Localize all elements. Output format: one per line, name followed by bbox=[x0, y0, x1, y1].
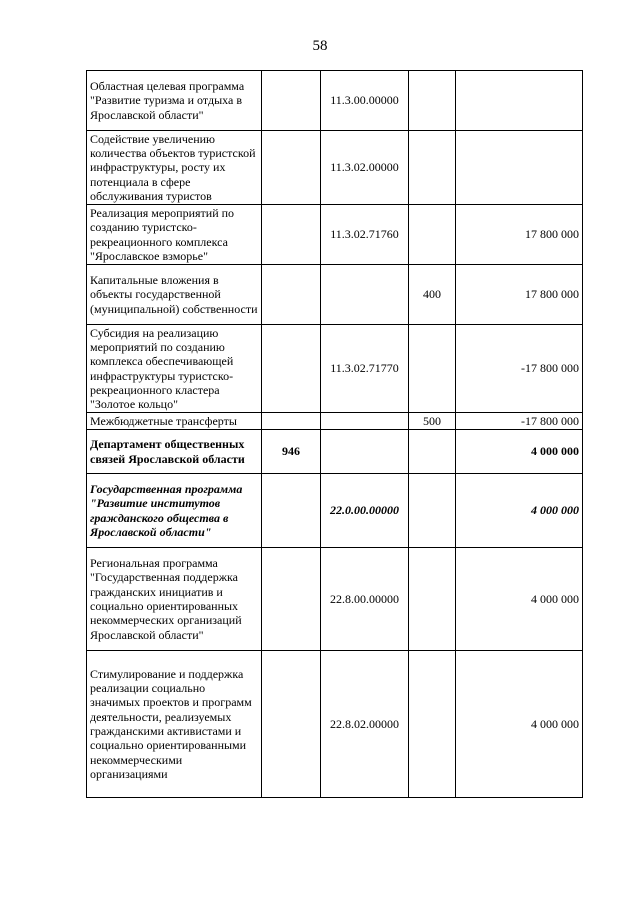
table-row bbox=[87, 548, 583, 651]
row-amount-cell: 17 800 000 bbox=[456, 265, 583, 325]
row-expense-type-cell bbox=[409, 430, 456, 474]
row-name-cell: Региональная программа "Государственная поддержка гражданских инициатив и социально ориентированных некоммерческих организаций Ярославской области" bbox=[87, 548, 262, 651]
row-target-article-cell: 22.0.00.00000 bbox=[321, 474, 409, 548]
row-target-article-cell bbox=[321, 413, 409, 430]
row-expense-type-cell bbox=[409, 325, 456, 413]
table-row bbox=[87, 430, 583, 474]
table-row bbox=[87, 325, 583, 413]
row-department-code-cell bbox=[262, 205, 321, 265]
row-amount-cell: 17 800 000 bbox=[456, 205, 583, 265]
row-name-cell: Областная целевая программа "Развитие туризма и отдыха в Ярославской области" bbox=[87, 71, 262, 131]
row-amount-cell: 4 000 000 bbox=[456, 548, 583, 651]
row-department-code-cell bbox=[262, 413, 321, 430]
row-target-article-cell bbox=[321, 265, 409, 325]
row-target-article-cell: 11.3.02.71770 bbox=[321, 325, 409, 413]
row-target-article-cell: 22.8.02.00000 bbox=[321, 651, 409, 798]
row-target-article-cell: 11.3.02.00000 bbox=[321, 131, 409, 205]
row-expense-type-cell bbox=[409, 548, 456, 651]
row-expense-type-cell bbox=[409, 131, 456, 205]
table-row bbox=[87, 205, 583, 265]
table-row bbox=[87, 474, 583, 548]
row-name-cell: Капитальные вложения в объекты государственной (муниципальной) собственности bbox=[87, 265, 262, 325]
row-department-code-cell bbox=[262, 474, 321, 548]
row-expense-type-cell: 400 bbox=[409, 265, 456, 325]
row-department-code-cell bbox=[262, 548, 321, 651]
row-name-cell: Государственная программа "Развитие институтов гражданского общества в Ярославской области" bbox=[87, 474, 262, 548]
table-row bbox=[87, 71, 583, 131]
row-expense-type-cell: 500 bbox=[409, 413, 456, 430]
budget-table-body bbox=[87, 71, 583, 798]
row-target-article-cell: 11.3.02.71760 bbox=[321, 205, 409, 265]
row-department-code-cell bbox=[262, 131, 321, 205]
table-row bbox=[87, 265, 583, 325]
row-target-article-cell: 22.8.00.00000 bbox=[321, 548, 409, 651]
row-amount-cell: 4 000 000 bbox=[456, 651, 583, 798]
row-target-article-cell: 11.3.00.00000 bbox=[321, 71, 409, 131]
page-number: 58 bbox=[312, 38, 328, 54]
row-name-cell: Межбюджетные трансферты bbox=[87, 413, 262, 430]
row-amount-cell: -17 800 000 bbox=[456, 325, 583, 413]
table-row bbox=[87, 651, 583, 798]
row-expense-type-cell bbox=[409, 651, 456, 798]
row-department-code-cell bbox=[262, 325, 321, 413]
row-expense-type-cell bbox=[409, 71, 456, 131]
row-amount-cell bbox=[456, 71, 583, 131]
row-name-cell: Реализация мероприятий по созданию туристско-рекреационного комплекса "Ярославское взморье" bbox=[87, 205, 262, 265]
table-row bbox=[87, 131, 583, 205]
table-row bbox=[87, 413, 583, 430]
row-department-code-cell bbox=[262, 651, 321, 798]
row-amount-cell bbox=[456, 131, 583, 205]
row-name-cell: Субсидия на реализацию мероприятий по созданию комплекса обеспечивающей инфраструктуры туристско-рекреационного кластера "Золотое кольцо" bbox=[87, 325, 262, 413]
row-target-article-cell bbox=[321, 430, 409, 474]
row-amount-cell: 4 000 000 bbox=[456, 430, 583, 474]
row-department-code-cell: 946 bbox=[262, 430, 321, 474]
row-department-code-cell bbox=[262, 265, 321, 325]
row-name-cell: Департамент общественных связей Ярославской области bbox=[87, 430, 262, 474]
row-name-cell: Стимулирование и поддержка реализации социально значимых проектов и программ деятельности, реализуемых гражданскими активистами и социально ориентированными некоммерческими организациями bbox=[87, 651, 262, 798]
row-amount-cell: 4 000 000 bbox=[456, 474, 583, 548]
row-department-code-cell bbox=[262, 71, 321, 131]
budget-table bbox=[86, 70, 583, 798]
row-amount-cell: -17 800 000 bbox=[456, 413, 583, 430]
row-expense-type-cell bbox=[409, 474, 456, 548]
row-name-cell: Содействие увеличению количества объектов туристской инфраструктуры, росту их потенциала в сфере обслуживания туристов bbox=[87, 131, 262, 205]
row-expense-type-cell bbox=[409, 205, 456, 265]
